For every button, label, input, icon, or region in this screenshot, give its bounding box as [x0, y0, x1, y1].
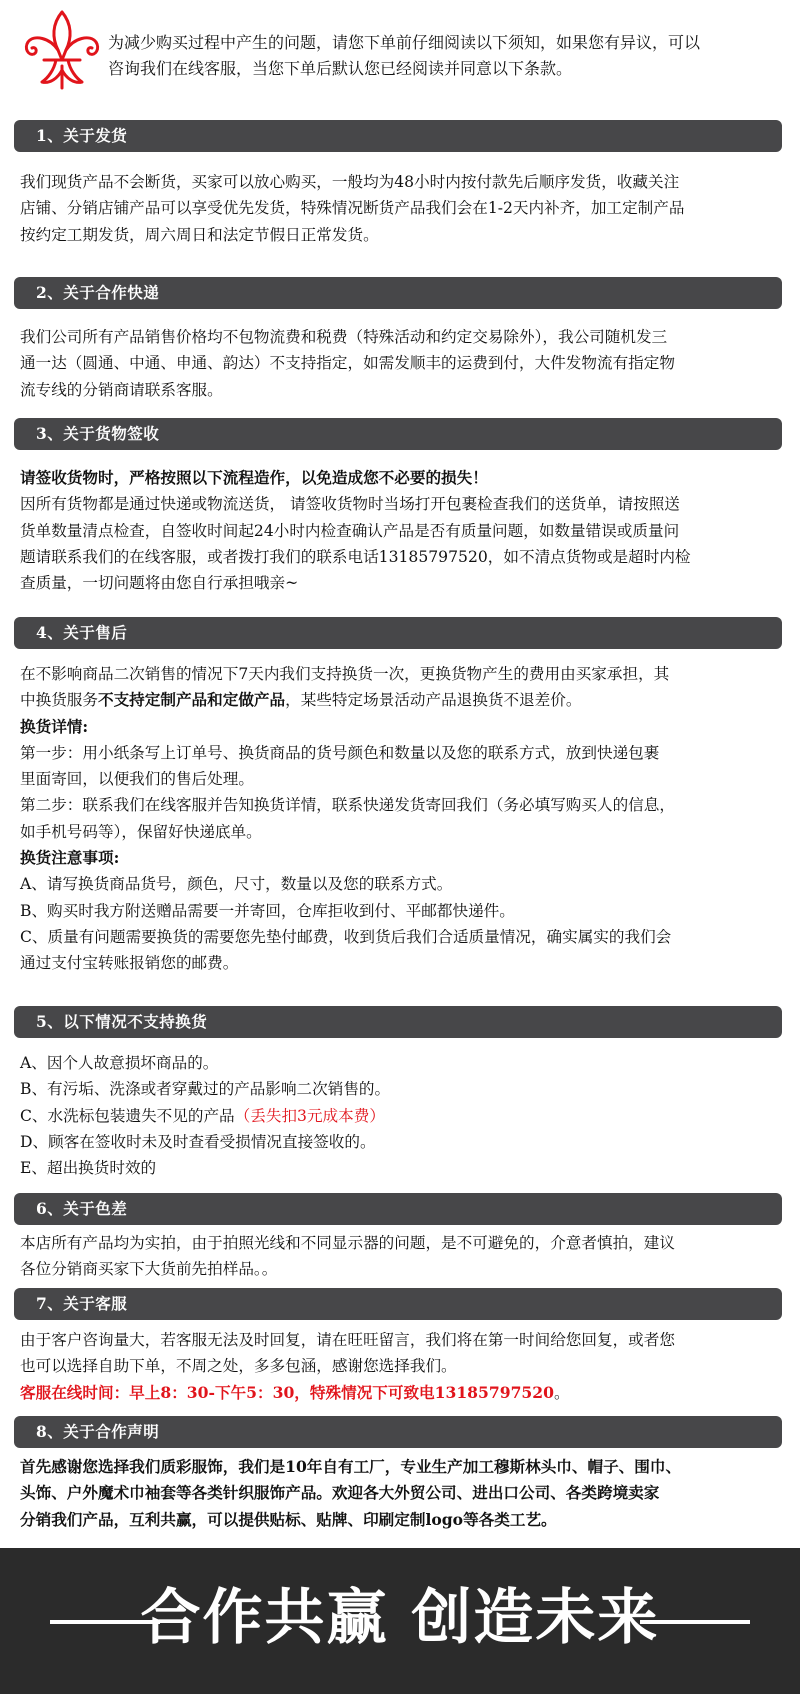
- text-span: 。: [554, 1383, 570, 1402]
- fleur-de-lis-icon: [20, 8, 104, 92]
- section-header-courier: 2、关于合作快递: [14, 277, 782, 309]
- text-line: 店铺、分销店铺产品可以享受优先发货，特殊情况断货产品我们会在1-2天内补齐，加工定制产品: [20, 199, 685, 218]
- service-hours: [20, 1380, 780, 1406]
- text-span: C、水洗标包装遗失不见的产品: [20, 1106, 235, 1125]
- section-header-customer-service: 7、关于客服: [14, 1288, 782, 1320]
- list-item: D、顾客在签收时未及时查看受损情况直接签收的。: [20, 1132, 376, 1151]
- text-line: [20, 687, 780, 713]
- step-line: 如手机号码等），保留好快递底单。: [20, 822, 262, 841]
- service-hours-text: 客服在线时间：早上8：30-下午5：30，特殊情况下可致电13185797520: [20, 1382, 554, 1402]
- bold-notice: 不支持定制产品和定做产品: [97, 690, 286, 710]
- notes-heading: 换货注意事项:: [20, 848, 120, 868]
- text-line: 在不影响商品二次销售的情况下7天内我们支持换货一次，更换货物产生的费用由买家承担，其: [20, 665, 670, 683]
- section-header-receipt: 3、关于货物签收: [14, 418, 782, 450]
- section-body-customer-service: [20, 1327, 780, 1406]
- warning-line: 请签收货物时，严格按照以下流程造作，以免造成您不必要的损失！: [20, 468, 488, 487]
- section-body-color-difference: [20, 1230, 780, 1283]
- text-line: 查质量，一切问题将由您自行承担哦亲~: [20, 574, 299, 593]
- section-header-shipping: 1、关于发货: [14, 120, 782, 152]
- text-span: ，某些特定场景活动产品退换货不退差价。: [285, 691, 582, 710]
- text-line: 也可以选择自助下单，不周之处，多多包涵，感谢您选择我们。: [20, 1357, 457, 1376]
- text-line: 头饰、户外魔术巾袖套等各类针织服饰产品。欢迎各大外贸公司、进出口公司、各类跨境卖家: [20, 1483, 660, 1503]
- list-item: A、因个人故意损坏商品的。: [20, 1054, 219, 1072]
- text-line: 按约定工期发货，周六周日和法定节假日正常发货。: [20, 225, 379, 244]
- text-line: 题请联系我们的在线客服，或者拨打我们的联系电话13185797520，如不清点货物或是超时内检: [20, 547, 691, 566]
- section-body-shipping: [20, 169, 780, 248]
- footer-slogan: 合作共赢 创造未来: [140, 1583, 660, 1653]
- section-body-cooperation: [20, 1454, 780, 1533]
- penalty-note: （丢失扣3元成本费）: [234, 1106, 385, 1125]
- text-line: 货单数量清点检查，自签收时间起24小时内检查确认产品是否有质量问题，如数量错误或质量问: [20, 521, 680, 540]
- section-header-color-difference: 6、关于色差: [14, 1193, 782, 1225]
- section-header-no-exchange: 5、以下情况不支持换货: [14, 1006, 782, 1038]
- section-header-after-sales: 4、关于售后: [14, 617, 782, 649]
- step-line: 第二步：联系我们在线客服并告知换货详情，联系快递发货寄回我们（务必填写购买人的信息，: [20, 796, 675, 815]
- section-body-receipt: [20, 465, 780, 596]
- text-line: 因所有货物都是通过快递或物流送货， 请签收货物时当场打开包裹检查我们的送货单，请按照送: [20, 495, 680, 514]
- detail-heading: 换货详情:: [20, 716, 89, 736]
- note-line: 通过支付宝转账报销您的邮费。: [20, 954, 239, 973]
- note-line: C、质量有问题需要换货的需要您先垫付邮费，收到货后我们合适质量情况，确实属实的我们会: [20, 927, 672, 946]
- section-body-courier: [20, 324, 780, 403]
- text-line: 由于客户咨询量大，若客服无法及时回复，请在旺旺留言，我们将在第一时间给您回复，或者您: [20, 1331, 675, 1349]
- section-header-cooperation: 8、关于合作声明: [14, 1416, 782, 1448]
- intro-line: 为减少购买过程中产生的问题，请您下单前仔细阅读以下须知，如果您有异议，可以: [108, 33, 701, 52]
- note-line: A、请写换货商品货号，颜色，尺寸，数量以及您的联系方式。: [20, 875, 453, 894]
- intro-line: 咨询我们在线客服，当您下单后默认您已经阅读并同意以下条款。: [108, 59, 573, 78]
- text-line: 我们现货产品不会断货，买家可以放心购买，一般均为48小时内按付款先后顺序发货，收藏关注: [20, 173, 680, 191]
- list-item: E、超出换货时效的: [20, 1159, 157, 1178]
- intro-text: [108, 30, 788, 82]
- text-line: 分销我们产品，互利共赢，可以提供贴标、贴牌、印刷定制logo等各类工艺。: [20, 1509, 557, 1529]
- note-line: B、购买时我方附送赠品需要一并寄回，仓库拒收到付、平邮都快递件。: [20, 901, 515, 920]
- text-line: 本店所有产品均为实拍，由于拍照光线和不同显示器的问题，是不可避免的，介意者慎拍，建议: [20, 1234, 675, 1252]
- text-line: 首先感谢您选择我们质彩服饰，我们是10年自有工厂，专业生产加工穆斯林头巾、帽子、围巾、: [20, 1457, 682, 1476]
- text-line: 各位分销商买家下大货前先拍样品。。: [20, 1260, 278, 1279]
- section-body-after-sales: [20, 661, 780, 977]
- text-line: 流专线的分销商请联系客服。: [20, 380, 223, 399]
- section-body-no-exchange: [20, 1050, 780, 1181]
- step-line: 里面寄回，以便我们的售后处理。: [20, 770, 254, 789]
- text-line: 通一达（圆通、中通、申通、韵达）不支持指定，如需发顺丰的运费到付，大件发物流有指定物: [20, 354, 675, 373]
- text-span: 中换货服务: [20, 691, 98, 710]
- step-line: 第一步：用小纸条写上订单号、换货商品的货号颜色和数量以及您的联系方式，放到快递包裹: [20, 743, 660, 762]
- list-item: [20, 1103, 780, 1129]
- footer-banner: [0, 1548, 800, 1694]
- text-line: 我们公司所有产品销售价格均不包物流费和税费（特殊活动和约定交易除外），我公司随机发三: [20, 328, 668, 346]
- list-item: B、有污垢、洗涤或者穿戴过的产品影响二次销售的。: [20, 1080, 391, 1099]
